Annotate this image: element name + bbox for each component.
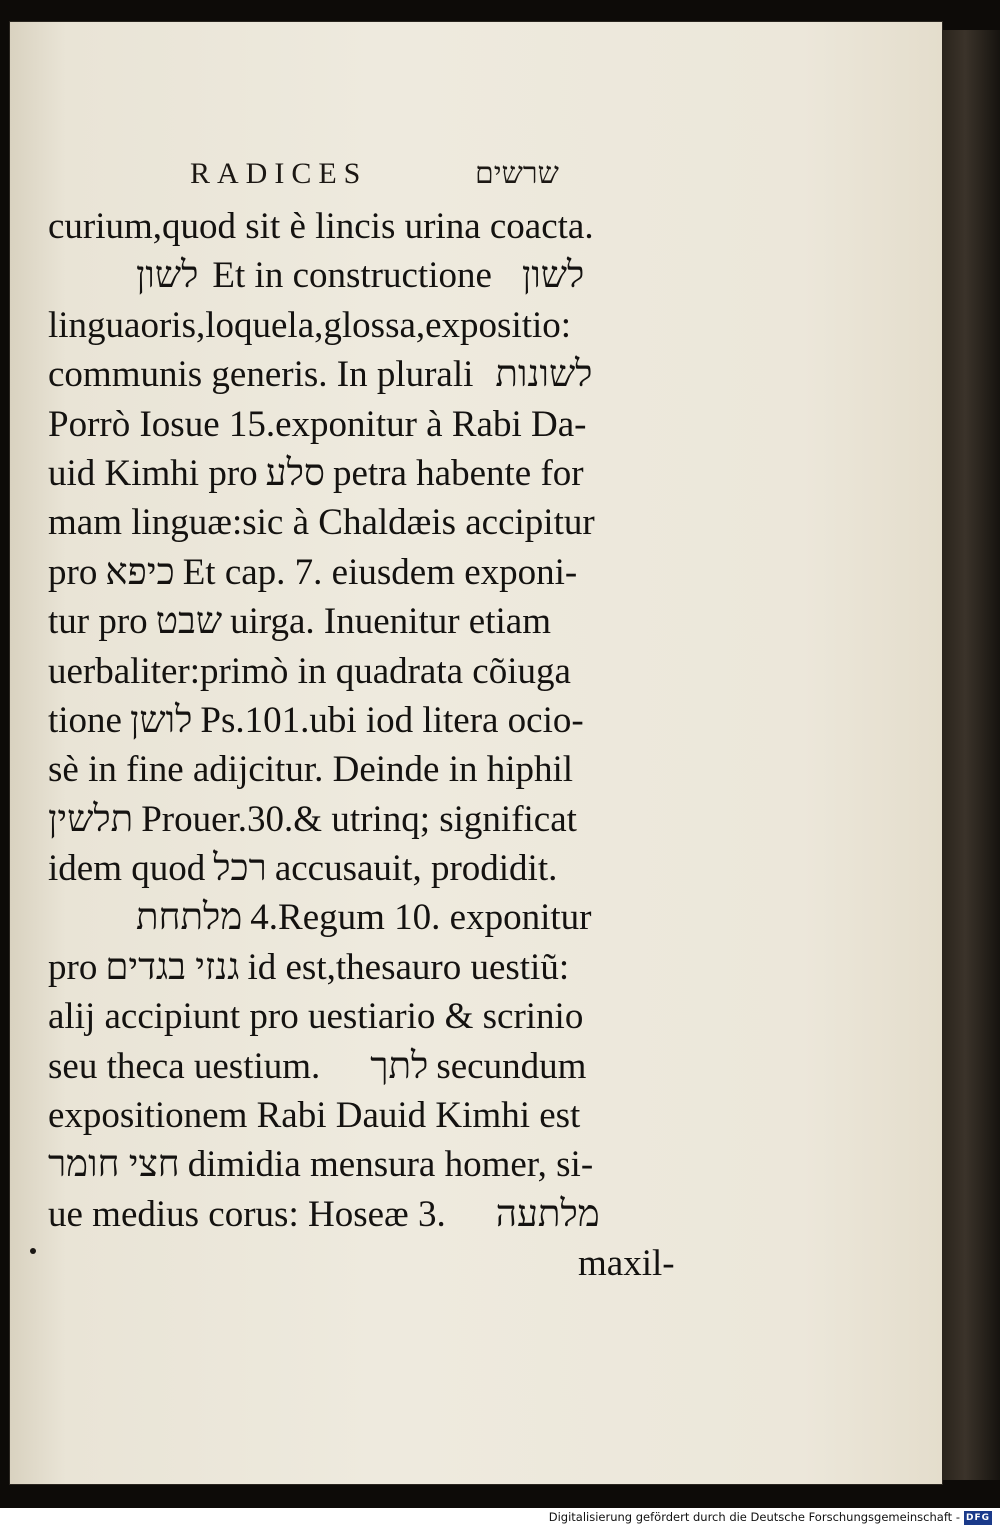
text-line bbox=[48, 1190, 728, 1239]
latin-text: pro bbox=[48, 946, 98, 988]
running-head-hebrew: שרשים bbox=[475, 157, 559, 190]
text-line bbox=[48, 498, 728, 547]
running-head-latin: RADICES bbox=[190, 157, 368, 190]
latin-text: Ps.101.ubi iod litera ocio- bbox=[200, 699, 584, 741]
latin-text: idem quod bbox=[48, 848, 206, 890]
hebrew-word: גנזי בגדים bbox=[105, 946, 240, 988]
text-line bbox=[48, 893, 728, 942]
latin-text: expositionem Rabi Dauid Kimhi est bbox=[48, 1095, 581, 1137]
text-line bbox=[48, 795, 728, 844]
latin-text: uirga. Inuenitur etiam bbox=[230, 601, 551, 643]
text-line bbox=[48, 251, 728, 300]
latin-text: Porrò Iosue 15.exponitur à Rabi Da- bbox=[48, 403, 587, 445]
hebrew-word: מלתחת bbox=[136, 897, 243, 939]
latin-text: ue medius corus: Hoseæ 3. bbox=[48, 1193, 446, 1235]
hebrew-word: לשון bbox=[136, 255, 199, 297]
text-line bbox=[48, 1091, 728, 1140]
latin-text: communis generis. In plurali bbox=[48, 354, 474, 396]
latin-text: id est,thesauro uestiũ: bbox=[247, 946, 570, 988]
book-page bbox=[10, 22, 942, 1484]
hebrew-word: לשון bbox=[521, 255, 585, 297]
latin-text: tione bbox=[48, 699, 122, 741]
dfg-logo: DFG bbox=[965, 1513, 990, 1523]
text-line bbox=[48, 548, 728, 597]
latin-text: seu theca uestium. bbox=[48, 1045, 321, 1087]
hebrew-word: לושן bbox=[129, 699, 193, 741]
text-line bbox=[48, 350, 728, 399]
hebrew-word: חצי חומר bbox=[48, 1144, 180, 1186]
text-line bbox=[48, 1140, 728, 1189]
text-line bbox=[48, 597, 728, 646]
latin-text: uerbaliter:primò in quadrata cõiuga bbox=[48, 650, 571, 692]
text-line bbox=[48, 449, 728, 498]
latin-text: sè in fine adijcitur. Deinde in hiphil bbox=[48, 749, 574, 791]
latin-text: 4.Regum 10. exponitur bbox=[250, 897, 592, 939]
text-line bbox=[48, 202, 728, 251]
hebrew-word: רכל bbox=[213, 848, 267, 890]
latin-text: mam linguæ:sic à Chaldæis accipitur bbox=[48, 502, 595, 544]
text-line bbox=[48, 400, 728, 449]
hebrew-word: שבט bbox=[155, 601, 223, 643]
latin-text: tur pro bbox=[48, 601, 148, 643]
text-line bbox=[48, 844, 728, 893]
latin-text: uid Kimhi pro bbox=[48, 452, 258, 494]
latin-text: dimidia mensura homer, si- bbox=[187, 1144, 594, 1186]
text-line bbox=[48, 696, 728, 745]
latin-text: petra habente for bbox=[332, 452, 584, 494]
hebrew-word: לשונות bbox=[495, 354, 593, 396]
latin-text: curium,quod sit è lincis urina coacta. bbox=[48, 206, 594, 247]
latin-text: alij accipiunt pro uestiario & scrinio bbox=[48, 996, 584, 1038]
catchword: maxil- bbox=[578, 1243, 675, 1285]
page-edge-shadow bbox=[942, 30, 1000, 1480]
footer-credit: Digitalisierung gefördert durch die Deutsche Forschungsgemeinschaft - bbox=[548, 1510, 960, 1524]
text-line bbox=[48, 992, 728, 1041]
latin-text: linguaoris,loquela,glossa,expositio: bbox=[48, 304, 572, 346]
hebrew-word: כיפא bbox=[105, 551, 175, 593]
latin-text: Prouer.30.& utrinq; significat bbox=[141, 798, 577, 840]
hebrew-word: מלתעה bbox=[495, 1193, 600, 1235]
hebrew-word: סלע bbox=[265, 452, 325, 494]
latin-text: Et in constructione bbox=[212, 255, 492, 297]
latin-text: secundum bbox=[436, 1045, 587, 1087]
ink-spot bbox=[30, 1248, 36, 1254]
latin-text: pro bbox=[48, 551, 98, 593]
text-line bbox=[48, 647, 728, 696]
hebrew-word: תלשין bbox=[48, 798, 134, 840]
hebrew-word: לתך bbox=[370, 1045, 429, 1087]
text-line bbox=[48, 943, 728, 992]
running-head bbox=[10, 157, 942, 197]
text-line bbox=[48, 745, 728, 794]
text-line bbox=[48, 301, 728, 350]
footer-bar bbox=[0, 1508, 1000, 1529]
text-line bbox=[48, 1239, 728, 1288]
text-block bbox=[48, 202, 728, 1289]
latin-text: accusauit, prodidit. bbox=[274, 848, 558, 890]
text-line bbox=[48, 1042, 728, 1091]
latin-text: Et cap. 7. eiusdem exponi- bbox=[182, 551, 578, 593]
